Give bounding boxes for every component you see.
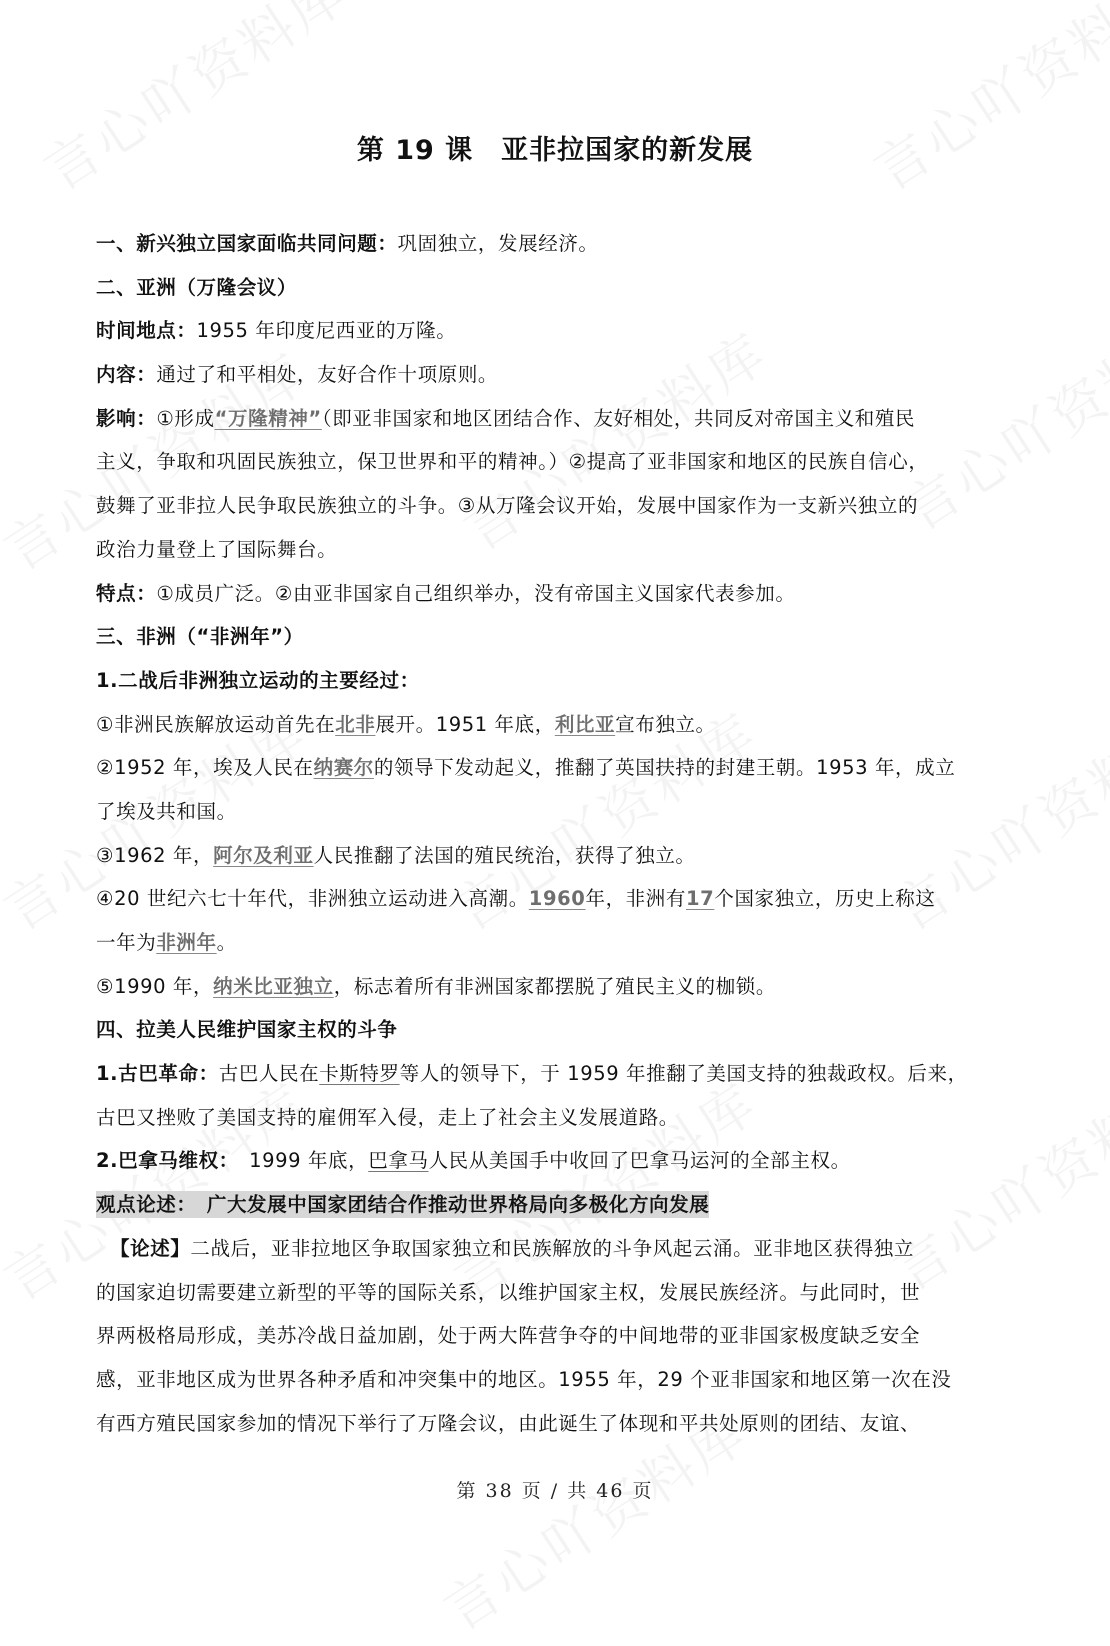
- text: ②1952 年，埃及人民在: [96, 756, 314, 780]
- africa-point-2: [96, 746, 1016, 790]
- africa-point-4-cont: [96, 921, 1016, 965]
- impact-line-1: [96, 397, 1016, 441]
- feature-label: 特点：: [96, 581, 157, 605]
- text: ，标志着所有非洲国家都摆脱了殖民主义的枷锁。: [333, 974, 776, 998]
- text: 二战后，亚非拉地区争取国家独立和民族解放的斗争风起云涌。亚非地区获得独立: [190, 1236, 915, 1260]
- watermark: [857, 0, 1110, 206]
- key-term: 非洲年: [156, 931, 217, 954]
- africa-point-3: [96, 834, 1016, 878]
- section-1: [96, 222, 1016, 266]
- africa-point-2-cont: 了埃及共和国。: [96, 799, 237, 823]
- bandung-spirit-term: “万隆精神”: [214, 406, 322, 430]
- africa-point-5: [96, 965, 1016, 1009]
- essay-line-5: 有西方殖民国家参加的情况下举行了万隆会议，由此诞生了体现和平共处原则的团结、友谊、: [96, 1411, 921, 1435]
- content: [96, 353, 1016, 397]
- section-3-subheading: 1.二战后非洲独立运动的主要经过：: [96, 668, 420, 692]
- page-title: 第 19 课 亚非拉国家的新发展: [356, 135, 754, 166]
- section-1-text: 巩固独立，发展经济。: [397, 232, 599, 255]
- time-place-label: 时间地点：: [96, 319, 197, 343]
- feature-text: ①成员广泛。②由亚非国家自己组织举办，没有帝国主义国家代表参加。: [156, 581, 796, 605]
- text: 个国家独立，历史上称这: [714, 887, 936, 911]
- cuba-revolution-cont: 古巴又挫败了美国支持的雇佣军入侵，走上了社会主义发展道路。: [96, 1105, 679, 1129]
- feature: [96, 572, 1016, 616]
- essay-line-1: [96, 1227, 1016, 1271]
- key-term: 17: [686, 887, 715, 911]
- text: 宣布独立。: [615, 712, 716, 736]
- text: 展开。1951 年底，: [375, 712, 555, 736]
- viewpoint-line: [96, 1183, 1016, 1227]
- essay-line-4: 感，亚非地区成为世界各种矛盾和冲突集中的地区。1955 年，29 个亚非国家和地区第一次在没: [96, 1367, 952, 1391]
- panama-label: 2.巴拿马维权：: [96, 1149, 230, 1173]
- page-number: 第 38 页 / 共 46 页: [456, 1480, 654, 1502]
- key-term: 1960: [528, 887, 586, 911]
- key-term: 卡斯特罗: [319, 1062, 400, 1086]
- text: 等人的领导下，于 1959 年推翻了美国支持的独裁政权。后来，: [399, 1062, 968, 1086]
- panama-rights: [96, 1139, 1016, 1183]
- text: 1999 年底，: [229, 1149, 369, 1173]
- africa-point-4: [96, 877, 1016, 921]
- text: ①非洲民族解放运动首先在: [96, 712, 336, 736]
- key-term: 北非: [335, 712, 376, 736]
- key-term: 阿尔及利亚: [213, 843, 314, 867]
- section-1-heading: 一、新兴独立国家面临共同问题：: [96, 232, 398, 255]
- time-place: [96, 309, 1016, 353]
- impact-line-4: 政治力量登上了国际舞台。: [96, 537, 338, 561]
- section-2-heading: 二、亚洲（万隆会议）: [96, 275, 298, 299]
- text: ⑤1990 年，: [96, 974, 214, 998]
- section-3-heading: 三、非洲（“非洲年”）: [96, 625, 304, 649]
- impact-label: 影响：: [96, 406, 157, 430]
- cuba-revolution: [96, 1052, 1016, 1096]
- impact-line-2: 主义，争取和巩固民族独立，保卫世界和平的精神。）②提高了亚非国家和地区的民族自信心，: [96, 450, 929, 474]
- text: 。: [216, 931, 237, 954]
- impact-line-3: 鼓舞了亚非拉人民争取民族独立的斗争。③从万隆会议开始，发展中国家作为一支新兴独立的: [96, 494, 919, 518]
- text: 一年为: [96, 931, 157, 954]
- viewpoint-heading: 观点论述： 广大发展中国家团结合作推动世界格局向多极化方向发展: [96, 1193, 710, 1217]
- text: ③1962 年，: [96, 843, 214, 867]
- text: 年，非洲有: [585, 887, 686, 911]
- cuba-label: 1.古巴革命：: [96, 1062, 219, 1086]
- section-4-heading: 四、拉美人民维护国家主权的斗争: [96, 1018, 398, 1042]
- africa-point-1: [96, 703, 1016, 747]
- key-term: 纳赛尔: [313, 756, 374, 780]
- impact-text: ①形成: [156, 406, 215, 430]
- key-term: 纳米比亚独立: [213, 974, 334, 998]
- text: ④20 世纪六七十年代，非洲独立运动进入高潮。: [96, 887, 529, 911]
- text: 的领导下发动起义，推翻了英国扶持的封建王朝。1953 年，成立: [373, 756, 956, 780]
- key-term: 巴拿马: [368, 1149, 429, 1173]
- watermark: [27, 0, 361, 206]
- essay-line-3: 界两极格局形成，美苏冷战日益加剧，处于两大阵营争夺的中间地带的亚非国家极度缺乏安全: [96, 1324, 921, 1348]
- content-text: 通过了和平相处，友好合作十项原则。: [156, 363, 499, 387]
- essay-label: 【论述】: [110, 1236, 191, 1260]
- text: 古巴人民在: [218, 1062, 320, 1086]
- impact-text: （即亚非国家和地区团结合作、友好相处，共同反对帝国主义和殖民: [321, 406, 916, 430]
- time-place-text: 1955 年印度尼西亚的万隆。: [196, 319, 457, 343]
- essay-line-2: 的国家迫切需要建立新型的平等的国际关系，以维护国家主权，发展民族经济。与此同时，世: [96, 1280, 921, 1304]
- content-label: 内容：: [96, 363, 157, 387]
- key-term: 利比亚: [554, 712, 616, 736]
- document-body: [96, 222, 1016, 1445]
- text: 人民从美国手中收回了巴拿马运河的全部主权。: [428, 1149, 851, 1173]
- text: 人民推翻了法国的殖民统治，获得了独立。: [313, 843, 696, 867]
